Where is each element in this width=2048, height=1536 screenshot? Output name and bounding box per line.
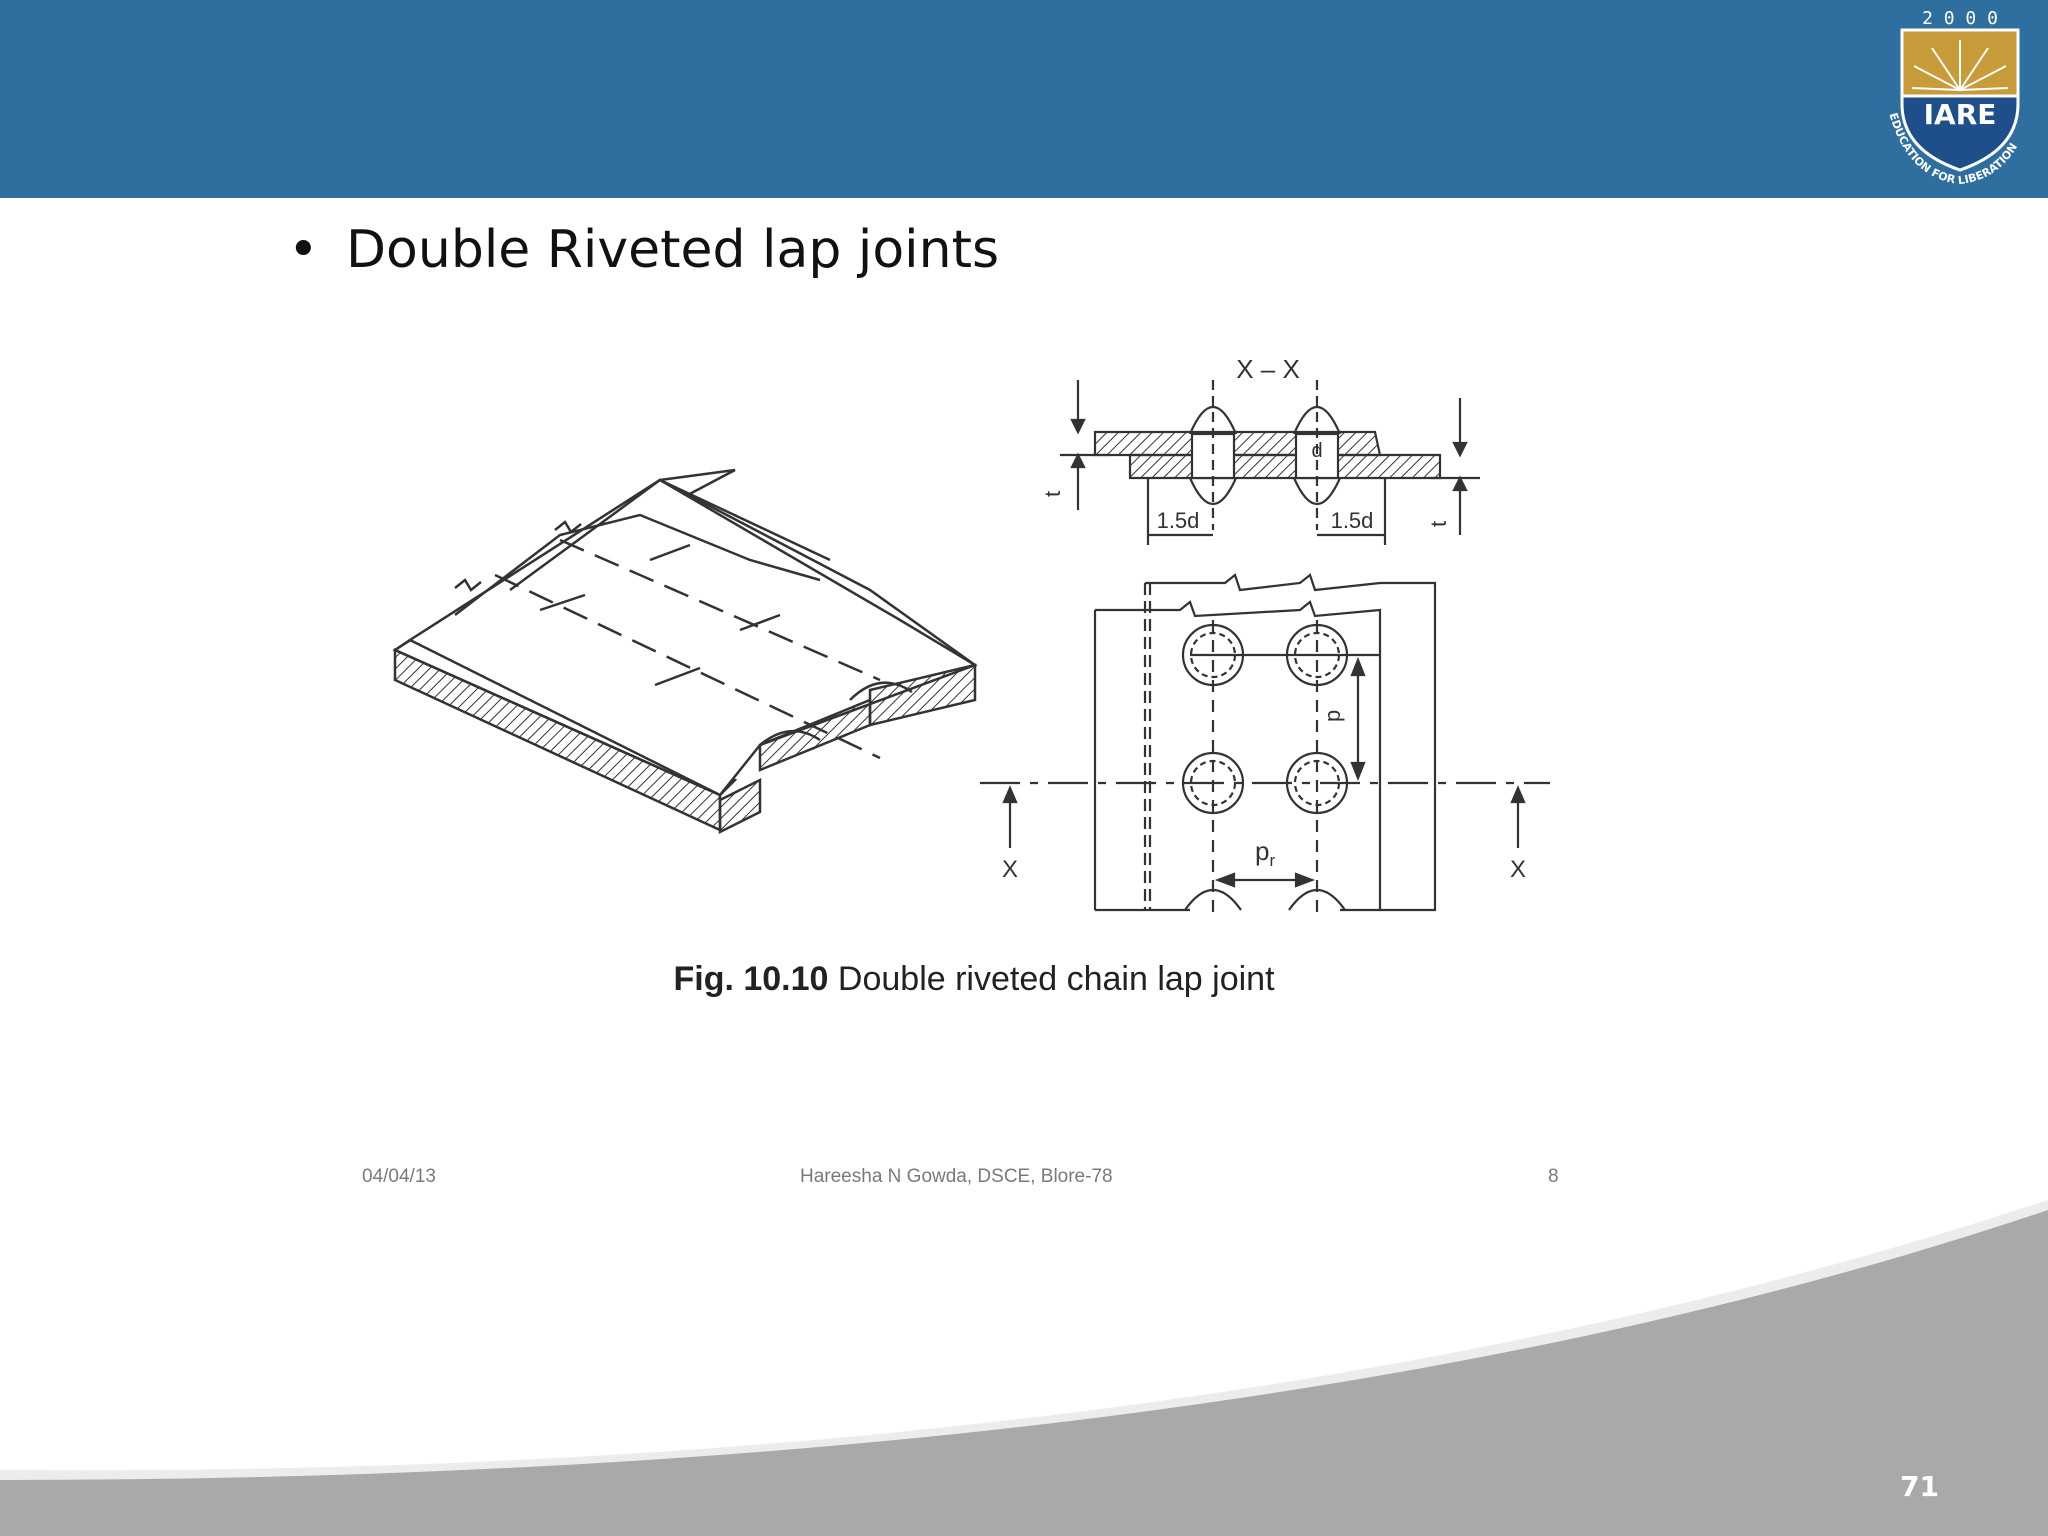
figure-caption [0, 960, 1948, 999]
footer-author: Hareesha N Gowda, DSCE, Blore-78 [800, 1166, 1113, 1187]
plan-view [980, 575, 1550, 920]
footer-swoosh [0, 1180, 2048, 1536]
label-t-left: t [1040, 490, 1065, 497]
bullet-dot: • [288, 220, 319, 280]
footer-inner-page: 8 [1548, 1166, 1559, 1187]
logo-motto: EDUCATION FOR LIBERATION [1886, 111, 2021, 188]
iare-logo [1872, 0, 2048, 190]
label-p: p [1320, 709, 1345, 722]
section-view [1040, 354, 1480, 545]
footer-date: 04/04/13 [362, 1166, 436, 1187]
page-number: 71 [1900, 1470, 1939, 1503]
label-1-5d-left: 1.5d [1156, 508, 1200, 533]
header-bar [0, 0, 2048, 198]
riveted-joint-figure [380, 330, 1580, 930]
label-x-right: X [1509, 856, 1527, 883]
isometric-plate-view [395, 470, 975, 832]
label-t-right: t [1426, 520, 1451, 527]
logo-name: IARE [1923, 98, 1997, 131]
logo-year: 2 0 0 0 [1922, 8, 1998, 29]
label-1-5d-right: 1.5d [1330, 508, 1374, 533]
caption-text: Double riveted chain lap joint [837, 960, 1275, 998]
label-d: d [1311, 440, 1323, 462]
label-pr: $p_r$ [1255, 836, 1276, 870]
label-x-left: X [1001, 856, 1019, 883]
label-section: X – X [1236, 354, 1300, 384]
bullet-text: Double Riveted lap joints [346, 220, 1000, 280]
caption-number: Fig. 10.10 [673, 960, 829, 998]
